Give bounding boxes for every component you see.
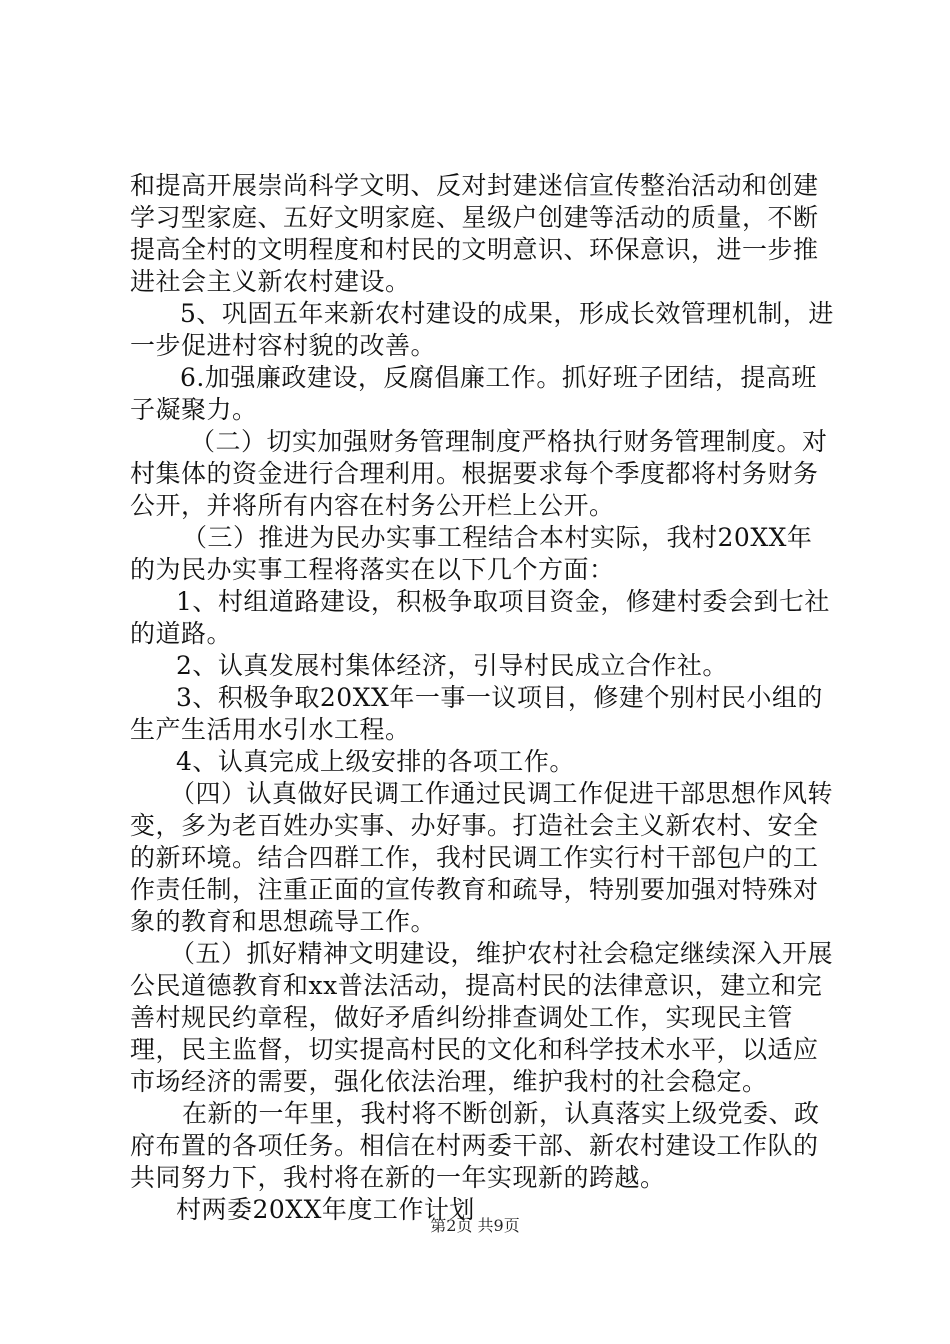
paragraph: 3、积极争取20XX年一事一议项目，修建个别村民小组的生产生活用水引水工程。 (130, 683, 823, 744)
page-number-label: 第2页 共9页 (430, 1216, 520, 1235)
paragraph: 2、认真发展村集体经济，引导村民成立合作社。 (176, 651, 728, 680)
paragraph: 1、村组道路建设，积极争取项目资金，修建村委会到七社的道路。 (130, 587, 830, 648)
page-footer (0, 1216, 950, 1236)
paragraph: （三）推进为民办实事工程结合本村实际，我村20XX年的为民办实事工程将落实在以下几个方面： (130, 523, 813, 584)
paragraph: 在新的一年里，我村将不断创新，认真落实上级党委、政府布置的各项任务。相信在村两委干部、新农村建设工作队的共同努力下，我村将在新的一年实现新的跨越。 (130, 1099, 820, 1192)
paragraph: （五）抓好精神文明建设，维护农村社会稳定继续深入开展公民道德教育和xx普法活动，提高村民的法律意识，建立和完善村规民约章程，做好矛盾纠纷排查调处工作，实现民主管理，民主监督，切实提高村民的文化和科学技术水平，以适应市场经济的需要，强化依法治理，维护我村的社会稳定。 (130, 939, 834, 1096)
paragraph: 村两委20XX年度工作计划 (176, 1195, 475, 1224)
paragraph: （二）切实加强财务管理制度严格执行财务管理制度。对村集体的资金进行合理利用。根据要求每个季度都将村务财务公开，并将所有内容在村务公开栏上公开。 (130, 427, 828, 520)
paragraph: 5、巩固五年来新农村建设的成果，形成长效管理机制，进一步促进村容村貌的改善。 (130, 299, 834, 360)
paragraph: 6.加强廉政建设，反腐倡廉工作。抓好班子团结，提高班子凝聚力。 (130, 363, 817, 424)
paragraph: （四）认真做好民调工作通过民调工作促进干部思想作风转变，多为老百姓办实事、办好事。打造社会主义新农村、安全的新环境。结合四群工作，我村民调工作实行村干部包户的工作责任制，注重正面的宣传教育和疏导，特别要加强对特殊对象的教育和思想疏导工作。 (130, 779, 834, 936)
paragraph: 和提高开展崇尚科学文明、反对封建迷信宣传整治活动和创建学习型家庭、五好文明家庭、星级户创建等活动的质量，不断提高全村的文明程度和村民的文明意识、环保意识，进一步推进社会主义新农村建设。 (130, 171, 819, 296)
document-body (130, 170, 835, 1226)
paragraph: 4、认真完成上级安排的各项工作。 (176, 747, 575, 776)
